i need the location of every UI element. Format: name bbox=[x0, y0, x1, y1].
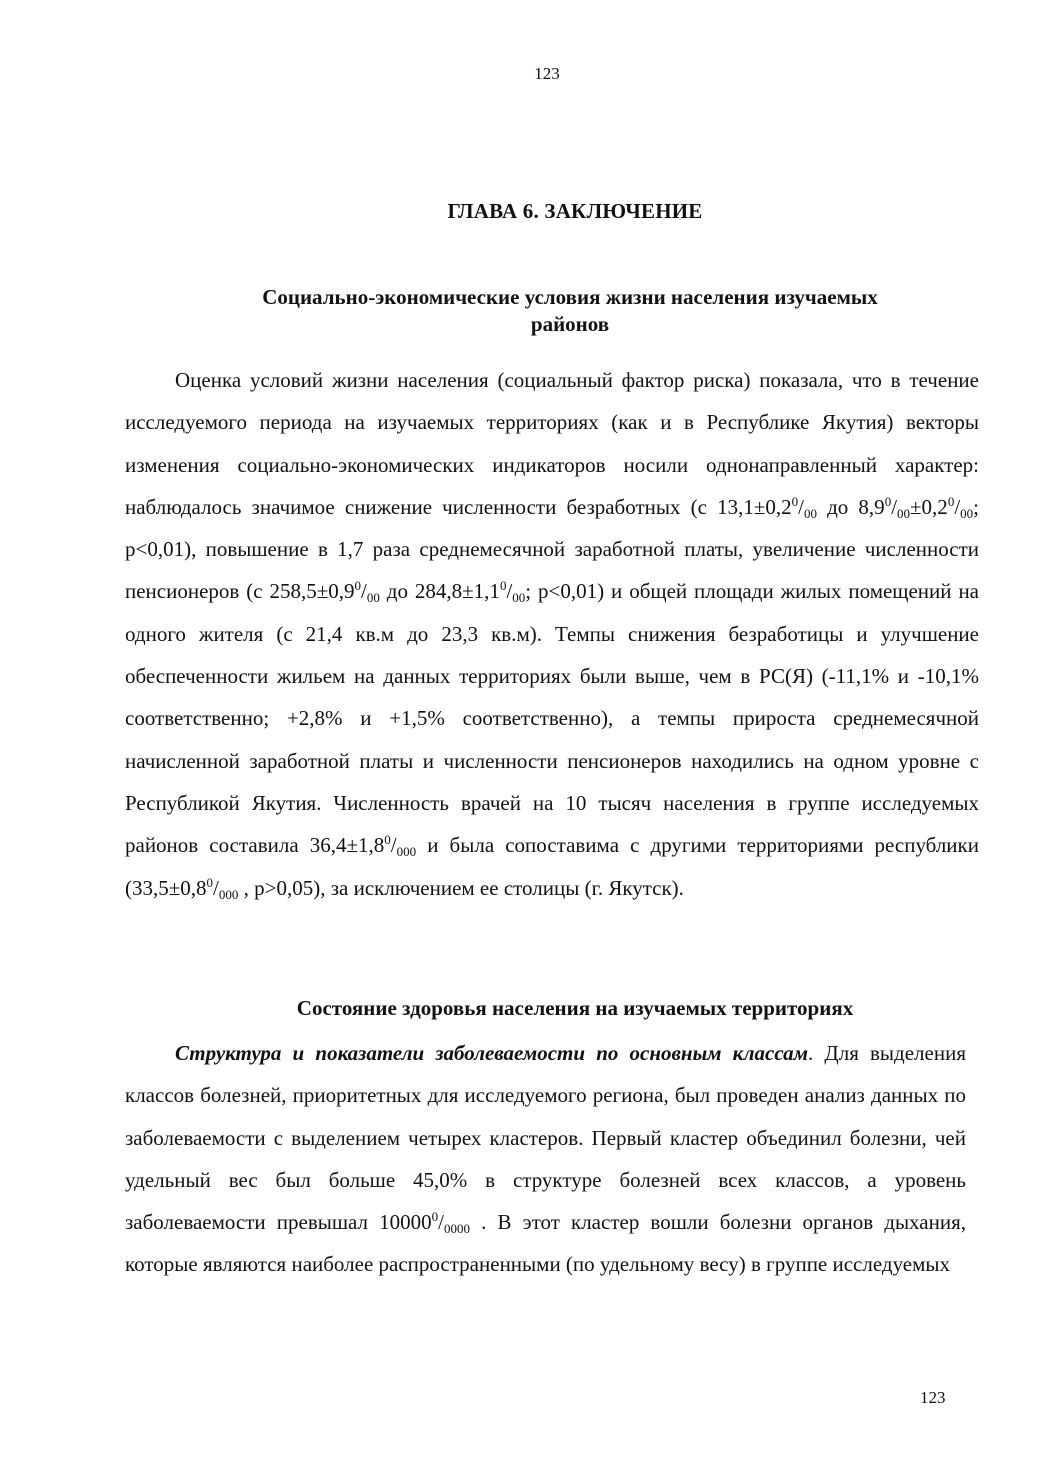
fraction-slash: / bbox=[891, 494, 898, 519]
fraction-slash: / bbox=[954, 494, 961, 519]
text-run: до 8,9 bbox=[816, 494, 885, 519]
permille-superscript: 0 bbox=[206, 874, 214, 890]
permille-subscript: 00 bbox=[803, 505, 817, 521]
prodecimille-subscript: 0000 bbox=[443, 1221, 470, 1237]
text-run: Оценка условий жизни населения (социальный фактор риска) показала, что в течение исследуемого периода на изучаемых территориях (как и в Республике Якутия) векторы изменения социально-экономических индикаторов носили однонаправленный характер: наблюдалось значимое снижение численности безработных (с 13,1±0,2 bbox=[125, 368, 979, 519]
text-run: ; p<0,01) и общей площади жилых помещений на одного жителя (с 21,4 кв.м до 23,3 кв.м). Темпы снижения безработицы и улучшение обеспеченности жильем на данных территориях были выше, чем в РС(Я) (-11,1% и -10,1% соответственно; +2,8% и +1,5% соответственно), а темпы прироста среднемесячной начисленной заработной платы и численности пенсионеров находились на одном уровне с Республикой Якутия. Численность врачей на 10 тысяч населения в группе исследуемых районов составила 36,4±1,8 bbox=[125, 579, 979, 858]
page-number-top: 123 bbox=[534, 64, 560, 83]
permille-superscript: 0 bbox=[947, 493, 955, 509]
permille-subscript: 000 bbox=[218, 886, 239, 902]
text-run: ±0,2 bbox=[910, 494, 948, 519]
section-title-socioeconomic bbox=[150, 284, 990, 338]
permille-subscript: 00 bbox=[366, 590, 380, 606]
permille-subscript: 000 bbox=[396, 844, 417, 860]
paragraph-living-conditions bbox=[125, 359, 979, 909]
permille-superscript: 0 bbox=[791, 493, 799, 509]
permille-subscript: 00 bbox=[512, 590, 526, 606]
text-run: ; p<0,01), повышение в 1,7 раза среднемесячной заработной платы, увеличение численности пенсионеров (с 258,5±0,9 bbox=[125, 494, 979, 604]
fraction-slash: / bbox=[438, 1210, 444, 1235]
permille-subscript: 00 bbox=[897, 505, 911, 521]
fraction-slash: / bbox=[798, 494, 804, 519]
paragraph-morbidity-structure bbox=[125, 1032, 966, 1286]
text-run: и была сопоставима с другими территориями республики (33,5±0,8 bbox=[125, 833, 979, 900]
text-run: до 284,8±1,1 bbox=[379, 579, 500, 604]
permille-superscript: 0 bbox=[884, 493, 892, 509]
permille-superscript: 0 bbox=[499, 578, 507, 594]
text-run: . Для выделения классов болезней, приоритетных для исследуемого региона, был проведен анализ данных по заболеваемости с выделением четырех кластеров. Первый кластер объединил болезни, чей удельный вес был больше 45,0% в структуре болезней всех классов, а уровень заболеваемости превышал 10000 bbox=[125, 1041, 966, 1235]
section-title-health-status: Состояние здоровья населения на изучаемых территориях bbox=[296, 996, 854, 1020]
fraction-slash: / bbox=[390, 833, 397, 858]
chapter-title: ГЛАВА 6. ЗАКЛЮЧЕНИЕ bbox=[447, 199, 703, 223]
section-title-line-2: районов bbox=[530, 312, 610, 336]
text-run: . В этот кластер вошли болезни органов дыхания, которые являются наиболее распространенными (по удельному весу) в группе исследуемых bbox=[125, 1210, 966, 1277]
text-run: , p>0,05), за исключением ее столицы (г. Якутск). bbox=[238, 875, 684, 900]
permille-superscript: 0 bbox=[384, 832, 391, 848]
fraction-slash: / bbox=[506, 579, 513, 604]
permille-superscript: 0 bbox=[354, 578, 362, 594]
page-number-bottom: 123 bbox=[920, 1388, 946, 1407]
fraction-slash: / bbox=[361, 579, 367, 604]
emphasized-subheading: Структура и показатели заболеваемости по основным классам bbox=[175, 1041, 808, 1065]
section-title-line-1: Социально-экономические условия жизни населения изучаемых bbox=[262, 285, 878, 309]
permille-subscript: 00 bbox=[960, 505, 974, 521]
fraction-slash: / bbox=[213, 875, 219, 900]
prodecimille-superscript: 0 bbox=[431, 1209, 439, 1225]
